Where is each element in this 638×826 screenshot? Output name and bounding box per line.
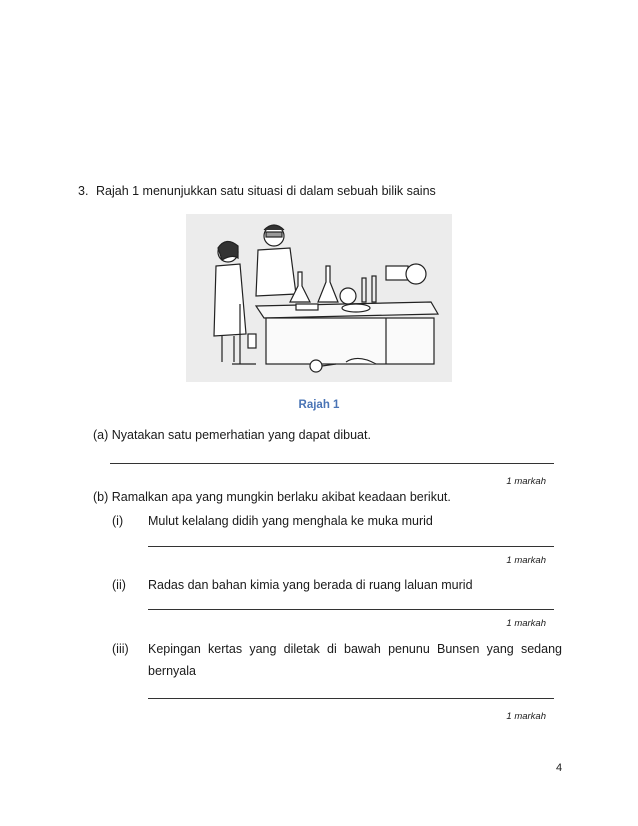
sub-item-number: (iii) [112,642,129,656]
sub-item-text-line1: Kepingan kertas yang diletak di bawah penunu Bunsen yang sedang [148,642,562,656]
part-b-question: (b) Ramalkan apa yang mungkin berlaku akibat keadaan berikut. [93,490,451,504]
sub-item-number: (i) [112,514,124,528]
mark-label-a: 1 markah [506,476,546,487]
sub-item-text: Radas dan bahan kimia yang berada di ruang laluan murid [148,578,473,592]
answer-line-b-i[interactable] [148,546,554,547]
mark-label-b-i: 1 markah [506,555,546,566]
answer-line-b-iii[interactable] [148,698,554,699]
question-text: Rajah 1 menunjukkan satu situasi di dalam sebuah bilik sains [96,184,436,198]
page-number: 4 [556,762,563,774]
answer-line-b-ii[interactable] [148,609,554,610]
sub-item-text: Mulut kelalang didih yang menghala ke muka murid [148,514,433,528]
mark-label-b-ii: 1 markah [506,618,546,629]
sub-item-text-line2: bernyala [148,664,196,678]
question-number: 3. [78,184,89,198]
sub-item-number: (ii) [112,578,126,592]
figure-caption: Rajah 1 [298,399,340,411]
answer-line-a[interactable] [110,463,554,464]
mark-label-b-iii: 1 markah [506,711,546,722]
lab-scene-drawing [186,214,452,382]
lab-illustration [186,214,452,382]
part-a-question: (a) Nyatakan satu pemerhatian yang dapat dibuat. [93,428,371,442]
